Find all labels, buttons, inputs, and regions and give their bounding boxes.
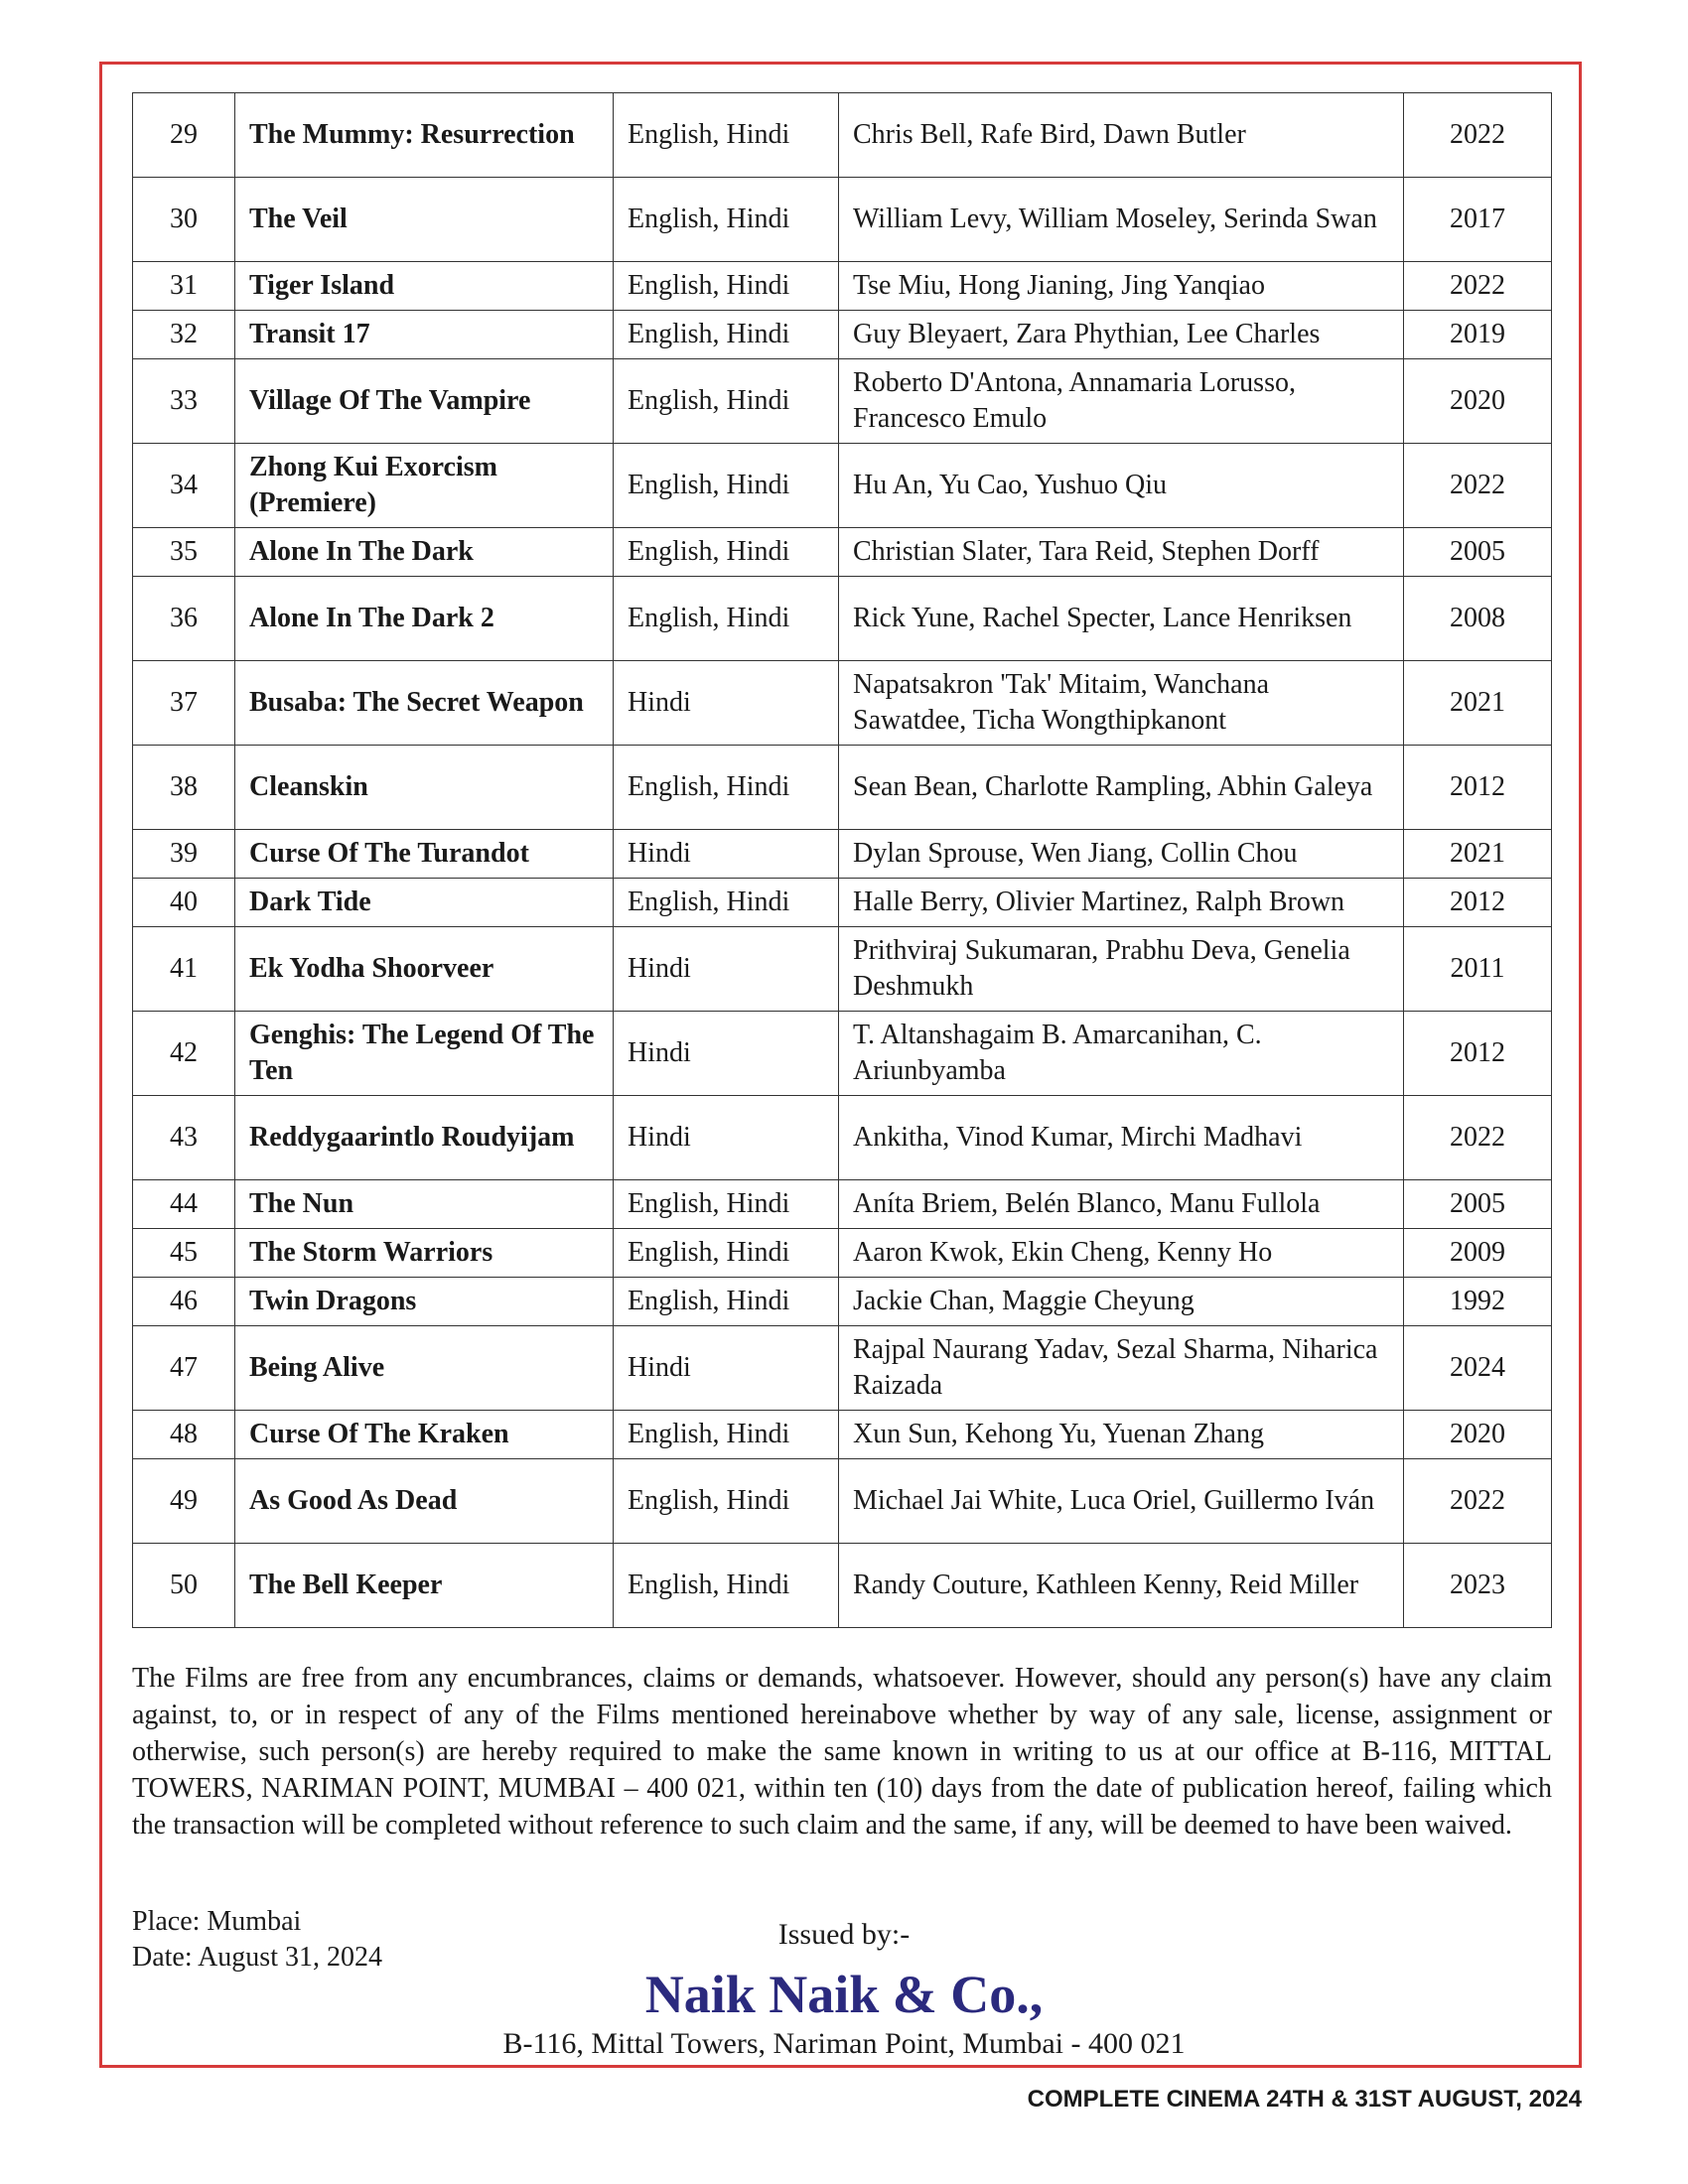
film-year: 2017 xyxy=(1404,178,1552,262)
film-title: The Veil xyxy=(235,178,614,262)
film-cast: Roberto D'Antona, Annamaria Lorusso, Francesco Emulo xyxy=(839,359,1404,444)
film-language: Hindi xyxy=(614,927,839,1012)
table-row xyxy=(133,577,1552,661)
company-address: B-116, Mittal Towers, Nariman Point, Mumbai - 400 021 xyxy=(502,2027,1186,2060)
film-cast: Xun Sun, Kehong Yu, Yuenan Zhang xyxy=(839,1411,1404,1459)
film-title: Zhong Kui Exorcism (Premiere) xyxy=(235,444,614,528)
film-cast: Aníta Briem, Belén Blanco, Manu Fullola xyxy=(839,1180,1404,1229)
film-title: Transit 17 xyxy=(235,311,614,359)
film-year: 2008 xyxy=(1404,577,1552,661)
issued-by-label: Issued by:- xyxy=(777,1918,911,1951)
film-title: The Nun xyxy=(235,1180,614,1229)
film-language: English, Hindi xyxy=(614,528,839,577)
film-title: Curse Of The Turandot xyxy=(235,830,614,879)
film-cast: Hu An, Yu Cao, Yushuo Qiu xyxy=(839,444,1404,528)
film-year: 2022 xyxy=(1404,93,1552,178)
film-number: 50 xyxy=(133,1544,235,1628)
films-table-body xyxy=(133,93,1552,1628)
film-language: English, Hindi xyxy=(614,444,839,528)
film-title: Reddygaarintlo Roudyijam xyxy=(235,1096,614,1180)
film-number: 44 xyxy=(133,1180,235,1229)
table-row xyxy=(133,1278,1552,1326)
film-year: 1992 xyxy=(1404,1278,1552,1326)
film-number: 46 xyxy=(133,1278,235,1326)
film-cast: Christian Slater, Tara Reid, Stephen Dorff xyxy=(839,528,1404,577)
film-cast: Michael Jai White, Luca Oriel, Guillermo Iván xyxy=(839,1459,1404,1544)
film-year: 2011 xyxy=(1404,927,1552,1012)
film-title: Dark Tide xyxy=(235,879,614,927)
film-number: 45 xyxy=(133,1229,235,1278)
film-year: 2012 xyxy=(1404,879,1552,927)
film-cast: Napatsakron 'Tak' Mitaim, Wanchana Sawatdee, Ticha Wongthipkanont xyxy=(839,661,1404,746)
film-year: 2024 xyxy=(1404,1326,1552,1411)
film-language: English, Hindi xyxy=(614,178,839,262)
table-row xyxy=(133,661,1552,746)
date-line: Date: August 31, 2024 xyxy=(132,1942,382,1973)
film-year: 2022 xyxy=(1404,444,1552,528)
film-language: English, Hindi xyxy=(614,1544,839,1628)
place-line: Place: Mumbai xyxy=(132,1906,302,1937)
film-year: 2021 xyxy=(1404,661,1552,746)
film-year: 2020 xyxy=(1404,359,1552,444)
film-cast: T. Altanshagaim B. Amarcanihan, C. Ariunbyamba xyxy=(839,1012,1404,1096)
table-row xyxy=(133,359,1552,444)
film-title: Village Of The Vampire xyxy=(235,359,614,444)
film-language: English, Hindi xyxy=(614,93,839,178)
table-row xyxy=(133,1326,1552,1411)
table-row xyxy=(133,178,1552,262)
table-row xyxy=(133,1411,1552,1459)
film-year: 2019 xyxy=(1404,311,1552,359)
film-number: 38 xyxy=(133,746,235,830)
film-title: Cleanskin xyxy=(235,746,614,830)
film-title: The Storm Warriors xyxy=(235,1229,614,1278)
film-title: Twin Dragons xyxy=(235,1278,614,1326)
table-row xyxy=(133,1459,1552,1544)
table-row xyxy=(133,879,1552,927)
film-title: Ek Yodha Shoorveer xyxy=(235,927,614,1012)
film-title: The Bell Keeper xyxy=(235,1544,614,1628)
film-language: Hindi xyxy=(614,661,839,746)
film-cast: Rajpal Naurang Yadav, Sezal Sharma, Niharica Raizada xyxy=(839,1326,1404,1411)
film-number: 34 xyxy=(133,444,235,528)
film-title: Tiger Island xyxy=(235,262,614,311)
film-language: English, Hindi xyxy=(614,359,839,444)
film-number: 40 xyxy=(133,879,235,927)
film-number: 49 xyxy=(133,1459,235,1544)
film-year: 2022 xyxy=(1404,1459,1552,1544)
film-title: Busaba: The Secret Weapon xyxy=(235,661,614,746)
film-number: 36 xyxy=(133,577,235,661)
film-year: 2009 xyxy=(1404,1229,1552,1278)
film-language: Hindi xyxy=(614,1326,839,1411)
film-cast: Jackie Chan, Maggie Cheyung xyxy=(839,1278,1404,1326)
film-title: Curse Of The Kraken xyxy=(235,1411,614,1459)
film-year: 2022 xyxy=(1404,262,1552,311)
film-cast: Rick Yune, Rachel Specter, Lance Henriksen xyxy=(839,577,1404,661)
film-language: English, Hindi xyxy=(614,577,839,661)
film-number: 35 xyxy=(133,528,235,577)
film-year: 2012 xyxy=(1404,1012,1552,1096)
film-number: 39 xyxy=(133,830,235,879)
table-row xyxy=(133,1544,1552,1628)
table-row xyxy=(133,1012,1552,1096)
film-number: 43 xyxy=(133,1096,235,1180)
film-cast: Ankitha, Vinod Kumar, Mirchi Madhavi xyxy=(839,1096,1404,1180)
film-number: 31 xyxy=(133,262,235,311)
table-row xyxy=(133,444,1552,528)
company-name: Naik Naik & Co., xyxy=(644,1965,1044,2024)
film-number: 47 xyxy=(133,1326,235,1411)
film-title: Being Alive xyxy=(235,1326,614,1411)
film-language: English, Hindi xyxy=(614,311,839,359)
film-year: 2012 xyxy=(1404,746,1552,830)
film-cast: Tse Miu, Hong Jianing, Jing Yanqiao xyxy=(839,262,1404,311)
film-title: Alone In The Dark 2 xyxy=(235,577,614,661)
film-number: 48 xyxy=(133,1411,235,1459)
film-cast: Chris Bell, Rafe Bird, Dawn Butler xyxy=(839,93,1404,178)
table-row xyxy=(133,746,1552,830)
film-language: English, Hindi xyxy=(614,879,839,927)
table-row xyxy=(133,830,1552,879)
film-language: Hindi xyxy=(614,830,839,879)
table-row xyxy=(133,927,1552,1012)
film-language: English, Hindi xyxy=(614,262,839,311)
film-year: 2023 xyxy=(1404,1544,1552,1628)
film-language: English, Hindi xyxy=(614,1278,839,1326)
table-row xyxy=(133,528,1552,577)
film-year: 2020 xyxy=(1404,1411,1552,1459)
table-row xyxy=(133,1096,1552,1180)
film-number: 29 xyxy=(133,93,235,178)
film-language: English, Hindi xyxy=(614,1229,839,1278)
film-cast: Sean Bean, Charlotte Rampling, Abhin Galeya xyxy=(839,746,1404,830)
film-cast: Halle Berry, Olivier Martinez, Ralph Brown xyxy=(839,879,1404,927)
film-year: 2005 xyxy=(1404,528,1552,577)
film-year: 2022 xyxy=(1404,1096,1552,1180)
film-language: English, Hindi xyxy=(614,1411,839,1459)
film-cast: Prithviraj Sukumaran, Prabhu Deva, Genelia Deshmukh xyxy=(839,927,1404,1012)
film-language: English, Hindi xyxy=(614,746,839,830)
film-number: 41 xyxy=(133,927,235,1012)
film-number: 32 xyxy=(133,311,235,359)
film-title: The Mummy: Resurrection xyxy=(235,93,614,178)
table-row xyxy=(133,1229,1552,1278)
film-number: 33 xyxy=(133,359,235,444)
film-title: Alone In The Dark xyxy=(235,528,614,577)
film-cast: Aaron Kwok, Ekin Cheng, Kenny Ho xyxy=(839,1229,1404,1278)
table-row xyxy=(133,262,1552,311)
film-language: English, Hindi xyxy=(614,1180,839,1229)
film-cast: Randy Couture, Kathleen Kenny, Reid Miller xyxy=(839,1544,1404,1628)
film-language: Hindi xyxy=(614,1096,839,1180)
films-table xyxy=(132,92,1552,1628)
film-year: 2021 xyxy=(1404,830,1552,879)
film-year: 2005 xyxy=(1404,1180,1552,1229)
film-language: English, Hindi xyxy=(614,1459,839,1544)
table-row xyxy=(133,93,1552,178)
film-title: Genghis: The Legend Of The Ten xyxy=(235,1012,614,1096)
film-number: 42 xyxy=(133,1012,235,1096)
film-number: 37 xyxy=(133,661,235,746)
film-number: 30 xyxy=(133,178,235,262)
publication-footer: COMPLETE CINEMA 24TH & 31ST AUGUST, 2024 xyxy=(1027,2086,1582,2113)
table-row xyxy=(133,1180,1552,1229)
film-language: Hindi xyxy=(614,1012,839,1096)
film-cast: Guy Bleyaert, Zara Phythian, Lee Charles xyxy=(839,311,1404,359)
film-cast: Dylan Sprouse, Wen Jiang, Collin Chou xyxy=(839,830,1404,879)
film-cast: William Levy, William Moseley, Serinda Swan xyxy=(839,178,1404,262)
film-title: As Good As Dead xyxy=(235,1459,614,1544)
table-row xyxy=(133,311,1552,359)
disclaimer-text: The Films are free from any encumbrances, claims or demands, whatsoever. However, should any person(s) have any claim against, to, or in respect of any of the Films mentioned hereinabove whether by way of any sale, license, assignment or otherwise, such person(s) are hereby required to make the same known in writing to us at our office at B-116, MITTAL TOWERS, NARIMAN POINT, MUMBAI – 400 021, within ten (10) days from the date of publication hereof, failing which the transaction will be completed without reference to such claim and the same, if any, will be deemed to have been waived. xyxy=(132,1663,1552,1841)
